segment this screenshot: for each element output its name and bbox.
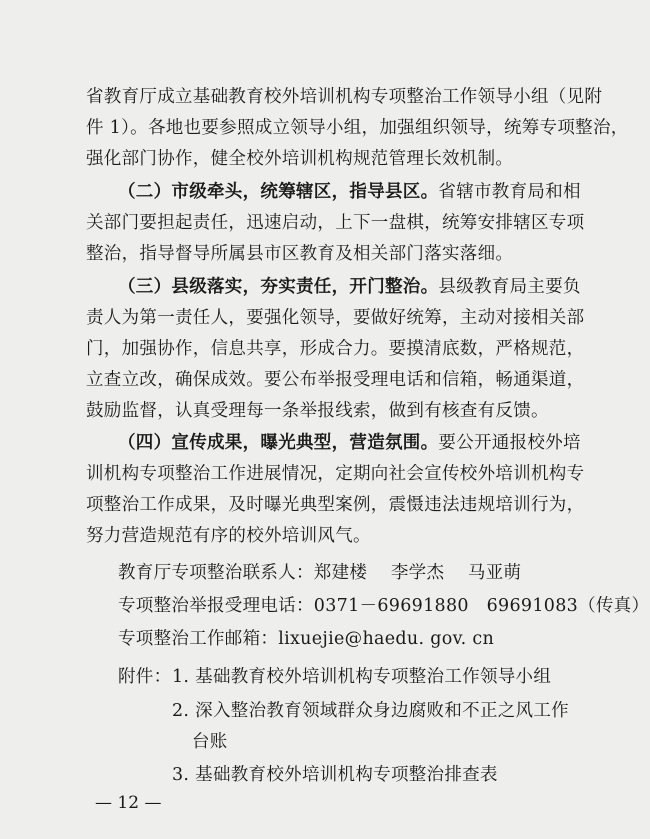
contact-people: 教育厅专项整治联系人：郑建楼 李学杰 马亚萌 [118, 563, 522, 583]
para1-line-2: 件 1）。各地也要参照成立领导小组，加强组织领导，统筹专项整治， [86, 118, 629, 138]
para4-line-1-rest: 要公开通报校外培 [438, 433, 581, 453]
para3-heading: （三）县级落实，夯实责任，开门整治。 [118, 277, 439, 297]
para4-heading: （四）宣传成果，曝光典型，营造氛围。 [118, 433, 439, 453]
para4-line-2: 训机构专项整治工作进展情况，定期向社会宣传校外培训机构专 [86, 464, 585, 484]
para2-line-1-rest: 省辖市教育局和相 [438, 182, 581, 202]
attachments-prefix: 附件： [118, 667, 172, 687]
para3-line-1-rest: 县级教育局主要负 [438, 277, 581, 297]
para3-line-2: 责人为第一责任人，要强化领导，要做好统筹，主动对接相关部 [86, 308, 585, 328]
para3-line-5: 鼓励监督，认真受理每一条举报线索，做到有核查有反馈。 [86, 401, 549, 421]
attachment-item-2: 2. 深入整治教育领域群众身边腐败和不正之风工作 [172, 701, 569, 721]
attachment-item-3: 3. 基础教育校外培训机构专项整治排查表 [172, 765, 498, 785]
para2-line-1 [118, 181, 581, 203]
attachment-item-1: 1. 基础教育校外培训机构专项整治工作领导小组 [172, 667, 552, 687]
para2-line-3: 整治，指导督导所属县市区教育及相关部门落实落细。 [86, 244, 514, 264]
contact-email: 专项整治工作邮箱：lixuejie@haedu. gov. cn [118, 629, 495, 649]
para4-line-4: 努力营造规范有序的校外培训风气。 [86, 526, 371, 546]
attachment-item-2-cont: 台账 [192, 732, 228, 752]
contact-phone: 专项整治举报受理电话：0371－69691880 69691083（传真） [118, 596, 650, 616]
para1-line-1: 省教育厅成立基础教育校外培训机构专项整治工作领导小组（见附 [86, 87, 603, 107]
para3-line-3: 门，加强协作，信息共享，形成合力。要摸清底数，严格规范， [86, 339, 585, 359]
para4-line-1 [118, 432, 581, 454]
para3-line-4: 立查立改，确保成效。要公布举报受理电话和信箱，畅通渠道， [86, 370, 585, 390]
page-number: — 12 — [95, 793, 162, 813]
para2-heading: （二）市级牵头，统筹辖区，指导县区。 [118, 182, 439, 202]
para1-line-3: 强化部门协作，健全校外培训机构规范管理长效机制。 [86, 149, 514, 169]
para4-line-3: 项整治工作成果，及时曝光典型案例，震慑违法违规培训行为， [86, 495, 585, 515]
para3-line-1 [118, 276, 581, 298]
para2-line-2: 关部门要担起责任，迅速启动，上下一盘棋，统筹安排辖区专项 [86, 213, 585, 233]
